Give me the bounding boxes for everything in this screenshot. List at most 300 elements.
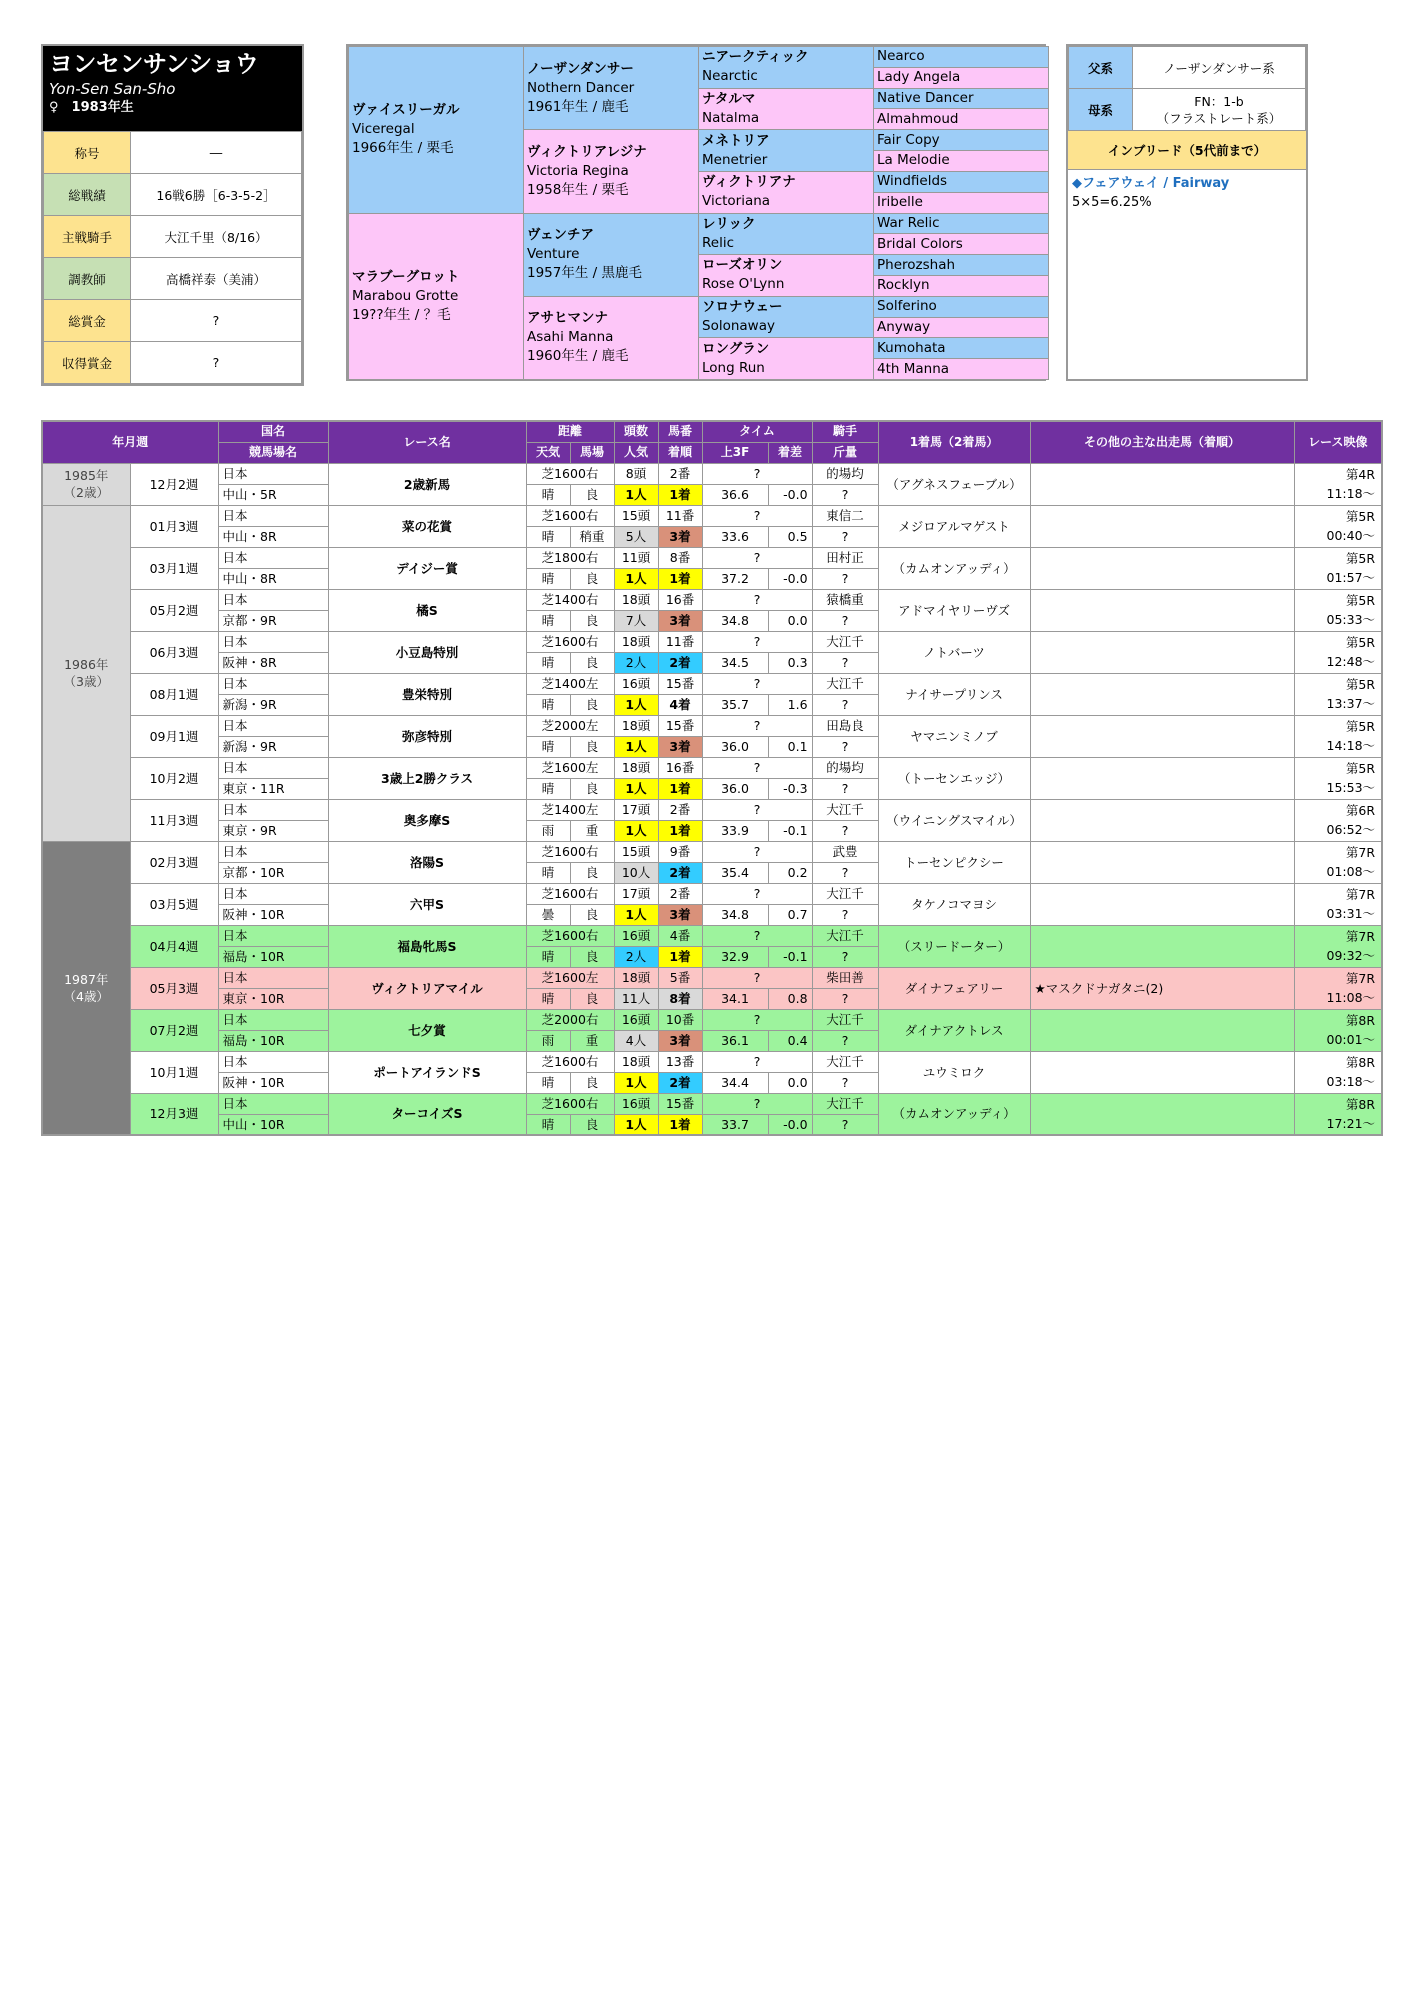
race-finish: 1着 <box>658 820 702 841</box>
race-heads: 18頭 <box>614 1051 658 1072</box>
race-others <box>1030 547 1294 589</box>
race-course: 中山・5R <box>218 484 328 505</box>
pedigree-info: 1961年生 / 鹿毛 <box>527 98 629 115</box>
race-weight: ? <box>812 820 878 841</box>
race-week: 03月5週 <box>130 883 218 925</box>
race-last3f: 36.1 <box>702 1030 768 1051</box>
header-track: 馬場 <box>570 442 614 463</box>
pedigree-gen4: Anyway <box>874 317 1049 338</box>
race-finish: 8着 <box>658 988 702 1009</box>
race-video-round: 第5R <box>1345 593 1376 608</box>
pedigree-gen4: 4th Manna <box>874 359 1049 380</box>
race-others <box>1030 589 1294 631</box>
race-margin: -0.1 <box>768 820 812 841</box>
race-margin: 0.1 <box>768 736 812 757</box>
header-margin: 着差 <box>768 442 812 463</box>
race-weight: ? <box>812 862 878 883</box>
pedigree-name-en: Victoria Regina <box>527 162 629 179</box>
race-weight: ? <box>812 946 878 967</box>
race-distance: 芝1600右 <box>526 1051 614 1072</box>
pedigree-info: 19??年生 / ？毛 <box>352 306 451 323</box>
pedigree-gen4: War Relic <box>874 213 1049 234</box>
race-popularity: 1人 <box>614 778 658 799</box>
race-video <box>1294 841 1382 883</box>
race-number: 2番 <box>658 883 702 904</box>
race-time: ? <box>702 883 812 904</box>
race-last3f: 34.1 <box>702 988 768 1009</box>
profile-label: 収得賞金 <box>44 342 131 384</box>
race-week: 03月1週 <box>130 547 218 589</box>
race-winner: （カムオンアッディ） <box>878 1093 1030 1135</box>
sire-line-label: 父系 <box>1069 47 1133 89</box>
race-distance: 芝1400右 <box>526 589 614 610</box>
header-jockey: 騎手 <box>812 421 878 442</box>
race-popularity: 1人 <box>614 820 658 841</box>
race-name: 菜の花賞 <box>328 505 526 547</box>
race-track: 良 <box>570 778 614 799</box>
race-others <box>1030 463 1294 505</box>
race-track: 良 <box>570 1114 614 1135</box>
pedigree-name-en: Viceregal <box>352 121 415 138</box>
race-heads: 18頭 <box>614 631 658 652</box>
race-week: 10月2週 <box>130 757 218 799</box>
race-number: 10番 <box>658 1009 702 1030</box>
race-popularity: 1人 <box>614 694 658 715</box>
race-finish: 1着 <box>658 1114 702 1135</box>
race-winner: タケノコマヨシ <box>878 883 1030 925</box>
race-video-round: 第5R <box>1345 761 1376 776</box>
race-finish: 4着 <box>658 694 702 715</box>
race-weight: ? <box>812 694 878 715</box>
race-video <box>1294 505 1382 547</box>
race-others <box>1030 1009 1294 1051</box>
race-distance: 芝1600右 <box>526 841 614 862</box>
pedigree-name-ja: アサヒマンナ <box>527 310 608 327</box>
race-last3f: 36.6 <box>702 484 768 505</box>
race-name: 2歳新馬 <box>328 463 526 505</box>
race-last3f: 36.0 <box>702 736 768 757</box>
header-heads: 頭数 <box>614 421 658 442</box>
race-margin: 0.0 <box>768 610 812 631</box>
race-finish: 2着 <box>658 1072 702 1093</box>
year-age: （4歳） <box>63 988 109 1004</box>
race-country: 日本 <box>218 925 328 946</box>
pedigree-name-ja: ニアークティック <box>702 49 809 66</box>
dam-line-value <box>1133 89 1306 131</box>
race-country: 日本 <box>218 1093 328 1114</box>
race-weather: 晴 <box>526 1072 570 1093</box>
race-number: 13番 <box>658 1051 702 1072</box>
race-video-round: 第7R <box>1345 971 1376 986</box>
race-video-time: 14:18～ <box>1326 738 1376 753</box>
race-track: 良 <box>570 568 614 589</box>
race-time: ? <box>702 967 812 988</box>
race-heads: 18頭 <box>614 757 658 778</box>
race-course: 中山・8R <box>218 526 328 547</box>
race-margin: 0.2 <box>768 862 812 883</box>
header-last3f: 上3F <box>702 442 768 463</box>
race-distance: 芝1600右 <box>526 925 614 946</box>
race-distance: 芝1600右 <box>526 883 614 904</box>
pedigree-gen1-dam <box>349 213 524 380</box>
pedigree-gen4: Almahmoud <box>874 109 1049 130</box>
race-video-time: 03:18～ <box>1326 1074 1376 1089</box>
pedigree-gen2 <box>524 47 699 130</box>
race-time: ? <box>702 673 812 694</box>
race-course: 阪神・10R <box>218 904 328 925</box>
race-name: 弥彦特別 <box>328 715 526 757</box>
race-margin: -0.1 <box>768 946 812 967</box>
race-video-round: 第7R <box>1345 845 1376 860</box>
pedigree-info: 1966年生 / 栗毛 <box>352 140 454 157</box>
race-track: 良 <box>570 484 614 505</box>
header-course: 競馬場名 <box>218 442 328 463</box>
year-label: 1985年 <box>64 468 109 483</box>
race-row <box>42 673 1382 694</box>
header-distance: 距離 <box>526 421 614 442</box>
race-country: 日本 <box>218 967 328 988</box>
pedigree-name-ja: ロングラン <box>702 340 770 357</box>
pedigree-gen2 <box>524 296 699 379</box>
race-name: 橘S <box>328 589 526 631</box>
dam-line-label: 母系 <box>1069 89 1133 131</box>
race-row <box>42 1051 1382 1072</box>
race-weather: 晴 <box>526 988 570 1009</box>
header-video: レース映像 <box>1294 421 1382 463</box>
race-weight: ? <box>812 1030 878 1051</box>
race-popularity: 2人 <box>614 946 658 967</box>
race-weight: ? <box>812 778 878 799</box>
pedigree-info: 1958年生 / 栗毛 <box>527 181 629 198</box>
race-distance: 芝1600右 <box>526 505 614 526</box>
race-track: 良 <box>570 988 614 1009</box>
race-last3f: 32.9 <box>702 946 768 967</box>
header-race-name: レース名 <box>328 421 526 463</box>
race-week: 09月1週 <box>130 715 218 757</box>
header-number: 馬番 <box>658 421 702 442</box>
race-distance: 芝1600左 <box>526 757 614 778</box>
race-weather: 晴 <box>526 652 570 673</box>
pedigree-gen3 <box>699 88 874 130</box>
race-week: 05月2週 <box>130 589 218 631</box>
race-record-table <box>41 420 1383 1136</box>
pedigree-name-en: Natalma <box>702 109 760 126</box>
pedigree-name-en: Long Run <box>702 359 765 376</box>
race-course: 中山・8R <box>218 568 328 589</box>
race-time: ? <box>702 505 812 526</box>
race-video-round: 第7R <box>1345 929 1376 944</box>
pedigree-name-en: Victoriana <box>702 193 771 210</box>
race-video-round: 第4R <box>1345 467 1376 482</box>
race-number: 8番 <box>658 547 702 568</box>
race-popularity: 1人 <box>614 1114 658 1135</box>
race-margin: 0.8 <box>768 988 812 1009</box>
race-heads: 18頭 <box>614 715 658 736</box>
race-distance: 芝2000右 <box>526 1009 614 1030</box>
race-jockey: 大江千 <box>812 673 878 694</box>
pedigree-gen4: La Melodie <box>874 151 1049 172</box>
race-weather: 晴 <box>526 862 570 883</box>
race-video-time: 01:08～ <box>1326 864 1376 879</box>
race-country: 日本 <box>218 1009 328 1030</box>
race-popularity: 1人 <box>614 1072 658 1093</box>
pedigree-gen3 <box>699 255 874 297</box>
race-track: 良 <box>570 694 614 715</box>
race-margin: 1.6 <box>768 694 812 715</box>
race-margin: 0.3 <box>768 652 812 673</box>
profile-label: 総戦績 <box>44 174 131 216</box>
race-others <box>1030 715 1294 757</box>
race-time: ? <box>702 1009 812 1030</box>
pedigree-chart <box>346 44 1046 381</box>
race-others <box>1030 673 1294 715</box>
race-jockey: 大江千 <box>812 1093 878 1114</box>
pedigree-gen4: Pherozshah <box>874 255 1049 276</box>
sire-line-value: ノーザンダンサー系 <box>1133 47 1306 89</box>
pedigree-name-en: Marabou Grotte <box>352 287 459 304</box>
horse-name-roman: Yon-Sen San-Sho <box>49 80 176 98</box>
header-weight: 斤量 <box>812 442 878 463</box>
profile-value: 大江千里（8/16） <box>131 216 302 258</box>
race-distance: 芝1600右 <box>526 1093 614 1114</box>
race-video <box>1294 673 1382 715</box>
race-time: ? <box>702 589 812 610</box>
race-name: 3歳上2勝クラス <box>328 757 526 799</box>
profile-header <box>43 46 302 131</box>
race-heads: 17頭 <box>614 883 658 904</box>
race-video-round: 第8R <box>1345 1013 1376 1028</box>
race-number: 15番 <box>658 673 702 694</box>
race-others <box>1030 1051 1294 1093</box>
profile-label: 調教師 <box>44 258 131 300</box>
race-last3f: 34.5 <box>702 652 768 673</box>
race-popularity: 1人 <box>614 484 658 505</box>
race-heads: 15頭 <box>614 841 658 862</box>
race-margin: -0.0 <box>768 568 812 589</box>
race-number: 5番 <box>658 967 702 988</box>
pedigree-name-ja: メネトリア <box>702 132 770 149</box>
pedigree-name-en: Venture <box>527 246 580 263</box>
race-jockey: 大江千 <box>812 925 878 946</box>
race-popularity: 4人 <box>614 1030 658 1051</box>
pedigree-name-ja: ソロナウェー <box>702 299 783 316</box>
race-weight: ? <box>812 568 878 589</box>
race-track: 良 <box>570 1072 614 1093</box>
race-popularity: 5人 <box>614 526 658 547</box>
race-jockey: 的場均 <box>812 757 878 778</box>
race-row <box>42 967 1382 988</box>
pedigree-gen3 <box>699 171 874 213</box>
race-weight: ? <box>812 736 878 757</box>
race-weight: ? <box>812 1072 878 1093</box>
race-course: 新潟・9R <box>218 736 328 757</box>
race-time: ? <box>702 1093 812 1114</box>
race-video-round: 第5R <box>1345 551 1376 566</box>
race-video-time: 11:18～ <box>1326 486 1376 501</box>
race-time: ? <box>702 1051 812 1072</box>
race-video-round: 第8R <box>1345 1096 1376 1112</box>
race-winner: （アグネスフェーブル） <box>878 463 1030 505</box>
race-track: 稍重 <box>570 526 614 547</box>
race-others <box>1030 1093 1294 1135</box>
race-margin: 0.7 <box>768 904 812 925</box>
race-country: 日本 <box>218 463 328 484</box>
race-last3f: 35.4 <box>702 862 768 883</box>
race-winner: （ウイニングスマイル） <box>878 799 1030 841</box>
race-winner: ヤマニンミノブ <box>878 715 1030 757</box>
race-weight: ? <box>812 484 878 505</box>
race-video-round: 第5R <box>1345 635 1376 650</box>
race-finish: 3着 <box>658 1030 702 1051</box>
race-week: 02月3週 <box>130 841 218 883</box>
race-time: ? <box>702 547 812 568</box>
race-country: 日本 <box>218 799 328 820</box>
race-video-time: 13:37～ <box>1326 696 1376 711</box>
race-number: 11番 <box>658 505 702 526</box>
pedigree-name-ja: ヴェンチア <box>527 227 594 244</box>
race-finish: 2着 <box>658 652 702 673</box>
race-track: 重 <box>570 1030 614 1051</box>
profile-table <box>43 131 302 384</box>
race-country: 日本 <box>218 505 328 526</box>
race-video-round: 第5R <box>1345 677 1376 692</box>
race-distance: 芝1400左 <box>526 673 614 694</box>
pedigree-name-en: Solonaway <box>702 318 775 335</box>
race-others: ★マスクドナガタニ(2) <box>1030 967 1294 1009</box>
race-number: 16番 <box>658 757 702 778</box>
race-weight: ? <box>812 526 878 547</box>
race-country: 日本 <box>218 1051 328 1072</box>
race-jockey: 柴田善 <box>812 967 878 988</box>
race-others <box>1030 925 1294 967</box>
race-popularity: 1人 <box>614 904 658 925</box>
race-distance: 芝1600右 <box>526 463 614 484</box>
race-name: ヴィクトリアマイル <box>328 967 526 1009</box>
race-video-time: 17:21～ <box>1326 1115 1376 1131</box>
race-name: 六甲S <box>328 883 526 925</box>
race-weight: ? <box>812 652 878 673</box>
race-heads: 11頭 <box>614 547 658 568</box>
lineage-panel <box>1066 44 1308 381</box>
race-time: ? <box>702 841 812 862</box>
race-number: 2番 <box>658 463 702 484</box>
race-popularity: 10人 <box>614 862 658 883</box>
race-heads: 16頭 <box>614 673 658 694</box>
profile-value: ― <box>131 132 302 174</box>
race-jockey: 猿橋重 <box>812 589 878 610</box>
header-popularity: 人気 <box>614 442 658 463</box>
race-time: ? <box>702 631 812 652</box>
race-last3f: 33.9 <box>702 820 768 841</box>
header-year-month-week: 年月週 <box>42 421 218 463</box>
race-heads: 16頭 <box>614 1009 658 1030</box>
race-course: 東京・9R <box>218 820 328 841</box>
race-jockey: 大江千 <box>812 1051 878 1072</box>
race-finish: 1着 <box>658 568 702 589</box>
horse-birth: ♀ 1983年生 <box>49 100 134 115</box>
pedigree-name-ja: ヴァイスリーガル <box>352 102 460 119</box>
pedigree-name-en: Asahi Manna <box>527 329 614 346</box>
profile-label: 主戦騎手 <box>44 216 131 258</box>
pedigree-name-en: Nothern Dancer <box>527 79 635 96</box>
pedigree-name-ja: レリック <box>702 215 756 232</box>
race-course: 中山・10R <box>218 1114 328 1135</box>
profile-label: 称号 <box>44 132 131 174</box>
race-video-time: 00:01～ <box>1326 1032 1376 1047</box>
race-others <box>1030 757 1294 799</box>
race-others <box>1030 883 1294 925</box>
year-age: （2歳） <box>63 485 109 500</box>
race-country: 日本 <box>218 715 328 736</box>
race-course: 東京・11R <box>218 778 328 799</box>
race-weather: 晴 <box>526 694 570 715</box>
inbreed-ancestor: ◆フェアウェイ / Fairway <box>1072 176 1230 191</box>
race-course: 阪神・10R <box>218 1072 328 1093</box>
race-name: 小豆島特別 <box>328 631 526 673</box>
race-course: 阪神・8R <box>218 652 328 673</box>
race-time: ? <box>702 463 812 484</box>
race-number: 15番 <box>658 715 702 736</box>
race-video <box>1294 1009 1382 1051</box>
race-jockey: 大江千 <box>812 883 878 904</box>
pedigree-gen4: Iribelle <box>874 192 1049 213</box>
race-number: 16番 <box>658 589 702 610</box>
race-video <box>1294 757 1382 799</box>
race-finish: 2着 <box>658 862 702 883</box>
race-country: 日本 <box>218 589 328 610</box>
race-weather: 晴 <box>526 736 570 757</box>
race-popularity: 2人 <box>614 652 658 673</box>
pedigree-gen2 <box>524 130 699 213</box>
race-number: 15番 <box>658 1093 702 1114</box>
race-jockey: 大江千 <box>812 1009 878 1030</box>
pedigree-gen4: Native Dancer <box>874 88 1049 109</box>
year-cell <box>42 841 130 1135</box>
race-popularity: 1人 <box>614 568 658 589</box>
race-name: デイジー賞 <box>328 547 526 589</box>
race-video-time: 11:08～ <box>1326 990 1376 1005</box>
race-winner: （トーセンエッジ） <box>878 757 1030 799</box>
race-video <box>1294 463 1382 505</box>
race-country: 日本 <box>218 757 328 778</box>
inbreed-body <box>1068 170 1306 216</box>
pedigree-gen4: Lady Angela <box>874 67 1049 88</box>
inbreed-header: インブリード（5代前まで） <box>1068 131 1306 170</box>
race-weight: ? <box>812 1114 878 1135</box>
race-weather: 晴 <box>526 778 570 799</box>
race-week: 08月1週 <box>130 673 218 715</box>
race-video-round: 第6R <box>1345 803 1376 818</box>
pedigree-gen3 <box>699 47 874 89</box>
race-distance: 芝1400左 <box>526 799 614 820</box>
race-week: 11月3週 <box>130 799 218 841</box>
race-week: 01月3週 <box>130 505 218 547</box>
year-age: （3歳） <box>63 674 109 689</box>
race-course: 東京・10R <box>218 988 328 1009</box>
race-heads: 18頭 <box>614 967 658 988</box>
race-weather: 晴 <box>526 526 570 547</box>
race-distance: 芝2000左 <box>526 715 614 736</box>
race-row <box>42 1093 1382 1114</box>
race-course: 福島・10R <box>218 946 328 967</box>
inbreed-ratio: 5×5=6.25% <box>1072 195 1152 210</box>
race-video <box>1294 1093 1382 1135</box>
race-week: 06月3週 <box>130 631 218 673</box>
pedigree-name-ja: ヴィクトリアナ <box>702 174 796 191</box>
race-heads: 16頭 <box>614 1093 658 1114</box>
race-country: 日本 <box>218 883 328 904</box>
race-weather: 晴 <box>526 1114 570 1135</box>
